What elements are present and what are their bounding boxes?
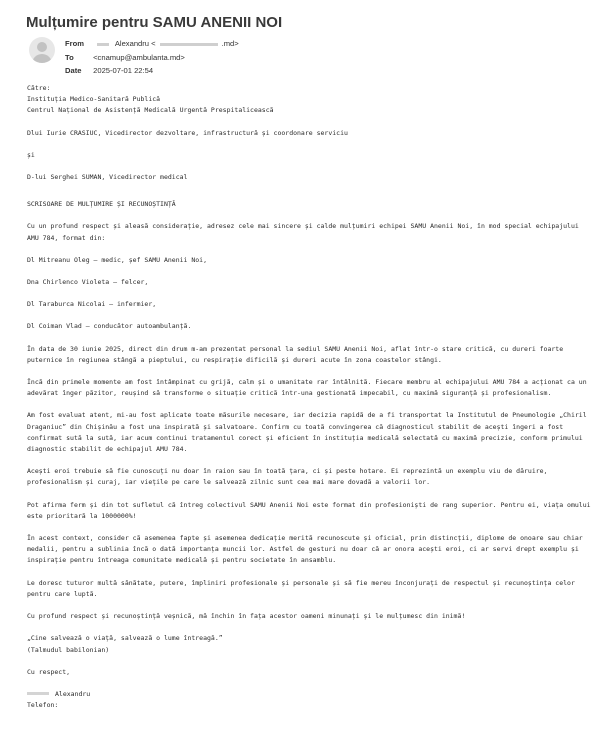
email-header bbox=[65, 37, 239, 78]
to-label: To bbox=[65, 52, 74, 62]
paragraph: Pot afirma ferm și din tot sufletul că întreg colectivul SAMU Anenii Noi este format din profesioniști de rang superior. Pentru ei, viața omului este prioritară la 1000000%! bbox=[27, 500, 591, 520]
signature-phone: Telefon: bbox=[27, 701, 59, 710]
signature-name: Alexandru bbox=[27, 689, 592, 700]
to-row bbox=[65, 51, 239, 65]
paragraph: În data de 30 iunie 2025, direct din drum m-am prezentat personal la sediul SAMU Anenii Noi, aflat într-o stare critică, cu dureri foarte puternice în regiunea stângă a pieptului, cu respirație dificilă și dureri acute în zona coastelor stângi. bbox=[27, 344, 564, 364]
email-subject: Mulțumire pentru SAMU ANENII NOI bbox=[26, 14, 283, 31]
date-value: 2025-07-01 22:54 bbox=[93, 66, 154, 75]
from-label: From bbox=[65, 39, 84, 48]
paragraph: Am fost evaluat atent, mi-au fost aplicate toate măsurile necesare, iar decizia rapidă de a fi transportat la Institutul de Pneumologie „Chiril Draganiuc” din Chișinău a fost una inspirată și salvatoare. Confirm cu toată convingerea că diagnosticul stabilit de acești îngeri a fost confirmat sută la sută, iar acum continui tratamentul corect și eficient în instituția medicală selectată cu maximă precizie, conform primului diagnostic stabilit de echipajul AMU 784. bbox=[27, 411, 587, 454]
date-row bbox=[65, 64, 239, 78]
letter-heading: SCRISOARE DE MULȚUMIRE ȘI RECUNOȘTINȚĂ bbox=[27, 200, 176, 209]
team-member: Dl Coiman Vlad – conducător autoambulanță. bbox=[27, 322, 192, 331]
paragraph: Acești eroi trebuie să fie cunoscuți nu doar în raion sau în toată țara, ci și peste hotare. Ei reprezintă un exemplu viu de dăruire, profesionalism și curaj, iar viețile pe care le salvează zilnic sunt cea mai mare dovadă a valorii lor. bbox=[27, 467, 548, 487]
team-member: Dna Chirlenco Violeta – felcer, bbox=[27, 278, 149, 287]
from-value[interactable]: Alexandru < bbox=[114, 39, 156, 48]
date-label: Date bbox=[65, 66, 82, 75]
paragraph: Încă din primele momente am fost întâmpinat cu grijă, calm și o umanitate rar întâlnită. Fiecare membru al echipajului AMU 784 a acționat ca un adevărat înger păzitor, reușind să transforme o situație critică într-una gestionată impecabil, cu maximă siguranță și profesionalism. bbox=[27, 378, 587, 398]
team-member: Dl Mitreanu Oleg – medic, șef SAMU Anenii Noi, bbox=[27, 255, 208, 264]
recipient-2: D-lui Serghei SUMAN, Vicedirector medical bbox=[27, 173, 188, 182]
to-value[interactable]: <cnamup@ambulanta.md> bbox=[93, 52, 185, 62]
from-row bbox=[65, 37, 239, 51]
closing: Cu respect, bbox=[27, 667, 71, 676]
conjunction: și bbox=[27, 150, 35, 159]
recipient-1: Dlui Iurie CRASIUC, Vicedirector dezvoltare, infrastructură și coordonare serviciu bbox=[27, 128, 348, 137]
paragraph: Le doresc tuturor multă sănătate, putere, împliniri profesionale și personale și să fie mereu înconjurați de respectul și recunoștința celor pentru care luptă. bbox=[27, 578, 575, 598]
intro-paragraph: Cu un profund respect și aleasă considerație, adresez cele mai sincere și calde mulțumiri echipei SAMU Anenii Noi, în mod special echipajului AMU 784, format din: bbox=[27, 222, 579, 242]
quote: „Cine salvează o viață, salvează o lume întreagă.” (Talmudul babilonian) bbox=[27, 634, 223, 654]
redacted-text bbox=[27, 692, 49, 695]
paragraph: În acest context, consider că asemenea fapte și asemenea dedicație merită recunoscute și oficial, prin distincții, diplome de onoare sau chiar medalii, pentru a sublinia încă o dată importanța muncii lor. Astfel de gesturi nu doar că ar onora acești eroi, ci ar servi drept exemplu și inspirație pentru întreaga comunitate medicală și pentru societate în ansamblu. bbox=[27, 534, 583, 565]
address-block: Către: Instituția Medico-Sanitară Publică Centrul Național de Asistență Medicală Urgentă Prespitalicească bbox=[27, 84, 274, 115]
paragraph: Cu profund respect și recunoștință veșnică, mă închin în fața acestor oameni minunați și le mulțumesc din inimă! bbox=[27, 612, 466, 621]
team-member: Dl Taraburca Nicolai – infermier, bbox=[27, 300, 157, 309]
from-value-end[interactable]: .md> bbox=[221, 39, 239, 48]
redacted-text bbox=[160, 43, 218, 46]
redacted-text bbox=[97, 43, 109, 46]
email-body bbox=[27, 83, 592, 711]
person-avatar-icon bbox=[29, 37, 55, 63]
